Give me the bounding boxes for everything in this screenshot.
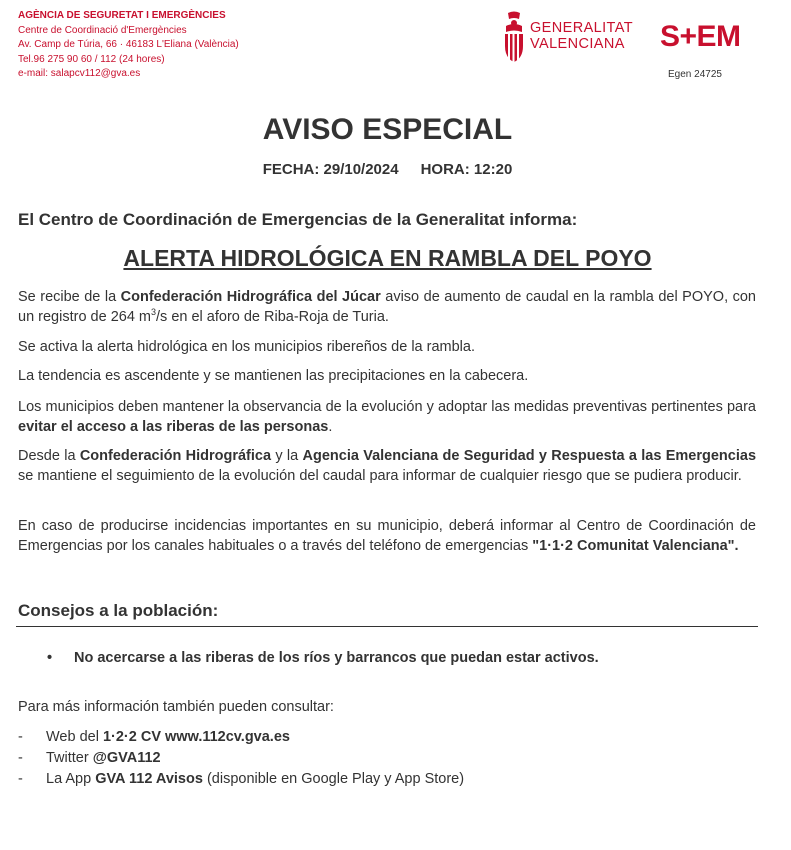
generalitat-crest-icon: [500, 10, 528, 64]
web-link[interactable]: 1·2·2 CV www.112cv.gva.es: [102, 729, 290, 745]
p1-superscript: 3: [151, 307, 157, 318]
agency-address-block: [18, 9, 239, 82]
p4-text-a: Los municipios deben mantener la observancia de la evolución y adoptar las medidas preventivas pertinentes para: [18, 399, 756, 415]
dash-marker: -: [18, 729, 23, 745]
advice-item-text: No acercarse a las riberas de los ríos y barrancos que puedan estar activos.: [74, 650, 599, 666]
dash-marker: -: [18, 771, 23, 787]
gv-logo-line2: VALENCIANA: [530, 36, 625, 52]
p6-text-a: En caso de producirse incidencias importantes en su municipio, deberá informar al Centro de Coordinación de Emergencias por los canales habituales o a través del teléfono de emergencias: [18, 518, 756, 554]
app-availability: (disponible en Google Play y App Store): [202, 771, 465, 787]
app-label: La App: [46, 771, 96, 787]
gv-logo-line1: GENERALITAT: [530, 20, 633, 36]
advice-list-item: [47, 650, 599, 666]
paragraph-municipios: [18, 397, 756, 437]
p5-text-a: Desde la: [18, 448, 80, 464]
paragraph-tendencia: La tendencia es ascendente y se mantienen las precipitaciones en la cabecera.: [18, 368, 529, 384]
p1-confederacion: Confederación Hidrográfica del Júcar: [120, 289, 381, 305]
list-item-web: [18, 727, 464, 748]
p5-text-e: se mantiene el seguimiento de la evolución del caudal para informar de cualquier riesgo que se pudiera producir.: [18, 468, 742, 484]
egen-code: Egen 24725: [668, 69, 722, 80]
more-info-list: [18, 727, 464, 790]
time-label: HORA: 12:20: [420, 161, 513, 178]
twitter-handle-link[interactable]: @GVA112: [92, 750, 161, 766]
p5-agencia: Agencia Valenciana de Seguridad y Respuesta a las Emergencias: [302, 448, 757, 464]
informa-heading: El Centro de Coordinación de Emergencias de la Generalitat informa:: [18, 210, 578, 229]
paragraph-seguimiento: [18, 446, 756, 486]
date-time-line: [0, 161, 775, 178]
app-name: GVA 112 Avisos: [95, 771, 203, 787]
p5-text-c: y la: [271, 448, 303, 464]
p1-text-d: /s en el aforo de Riba-Roja de Turia.: [156, 309, 389, 325]
advice-heading: Consejos a la población:: [18, 601, 219, 620]
alert-title: ALERTA HIDROLÓGICA EN RAMBLA DEL POYO: [123, 245, 652, 271]
agency-center: Centre de Coordinació d'Emergències: [18, 24, 187, 36]
paragraph-alerta-activa: Se activa la alerta hidrológica en los municipios ribereños de la rambla.: [18, 339, 475, 355]
advice-divider: [16, 626, 758, 627]
p1-text-a: Se recibe de la: [18, 289, 121, 305]
agency-name: AGÈNCIA DE SEGURETAT I EMERGÈNCIES: [18, 10, 226, 21]
p6-telefono-112: "1·1·2 Comunitat Valenciana".: [532, 538, 739, 554]
list-item-twitter: [18, 748, 464, 769]
p4-text-c: .: [328, 419, 333, 435]
more-info-intro: Para más información también pueden consultar:: [18, 699, 334, 715]
paragraph-caudal: [18, 287, 756, 327]
agency-phone: Tel.96 275 90 60 / 112 (24 hores): [18, 53, 165, 65]
page-title: AVISO ESPECIAL: [262, 113, 513, 146]
dash-marker: -: [18, 750, 23, 766]
list-item-app: [18, 769, 464, 790]
sem-logo: S+EM: [660, 20, 741, 53]
generalitat-logo-text: [530, 20, 633, 52]
p5-confederacion: Confederación Hidrográfica: [79, 448, 272, 464]
p1-text-c: aviso de aumento de caudal en la rambla del POYO, con un registro de 264 m: [18, 289, 756, 325]
twitter-label: Twitter: [46, 750, 93, 766]
web-label: Web del: [46, 729, 103, 745]
bullet-icon: •: [47, 650, 53, 666]
p4-evitar-acceso: evitar el acceso a las riberas de las personas: [18, 419, 329, 435]
agency-address: Av. Camp de Túria, 66 · 46183 L'Eliana (València): [18, 39, 239, 51]
date-label: FECHA: 29/10/2024: [262, 161, 399, 178]
paragraph-incidencias: [18, 516, 756, 556]
agency-email: e-mail: salapcv112@gva.es: [18, 68, 141, 80]
